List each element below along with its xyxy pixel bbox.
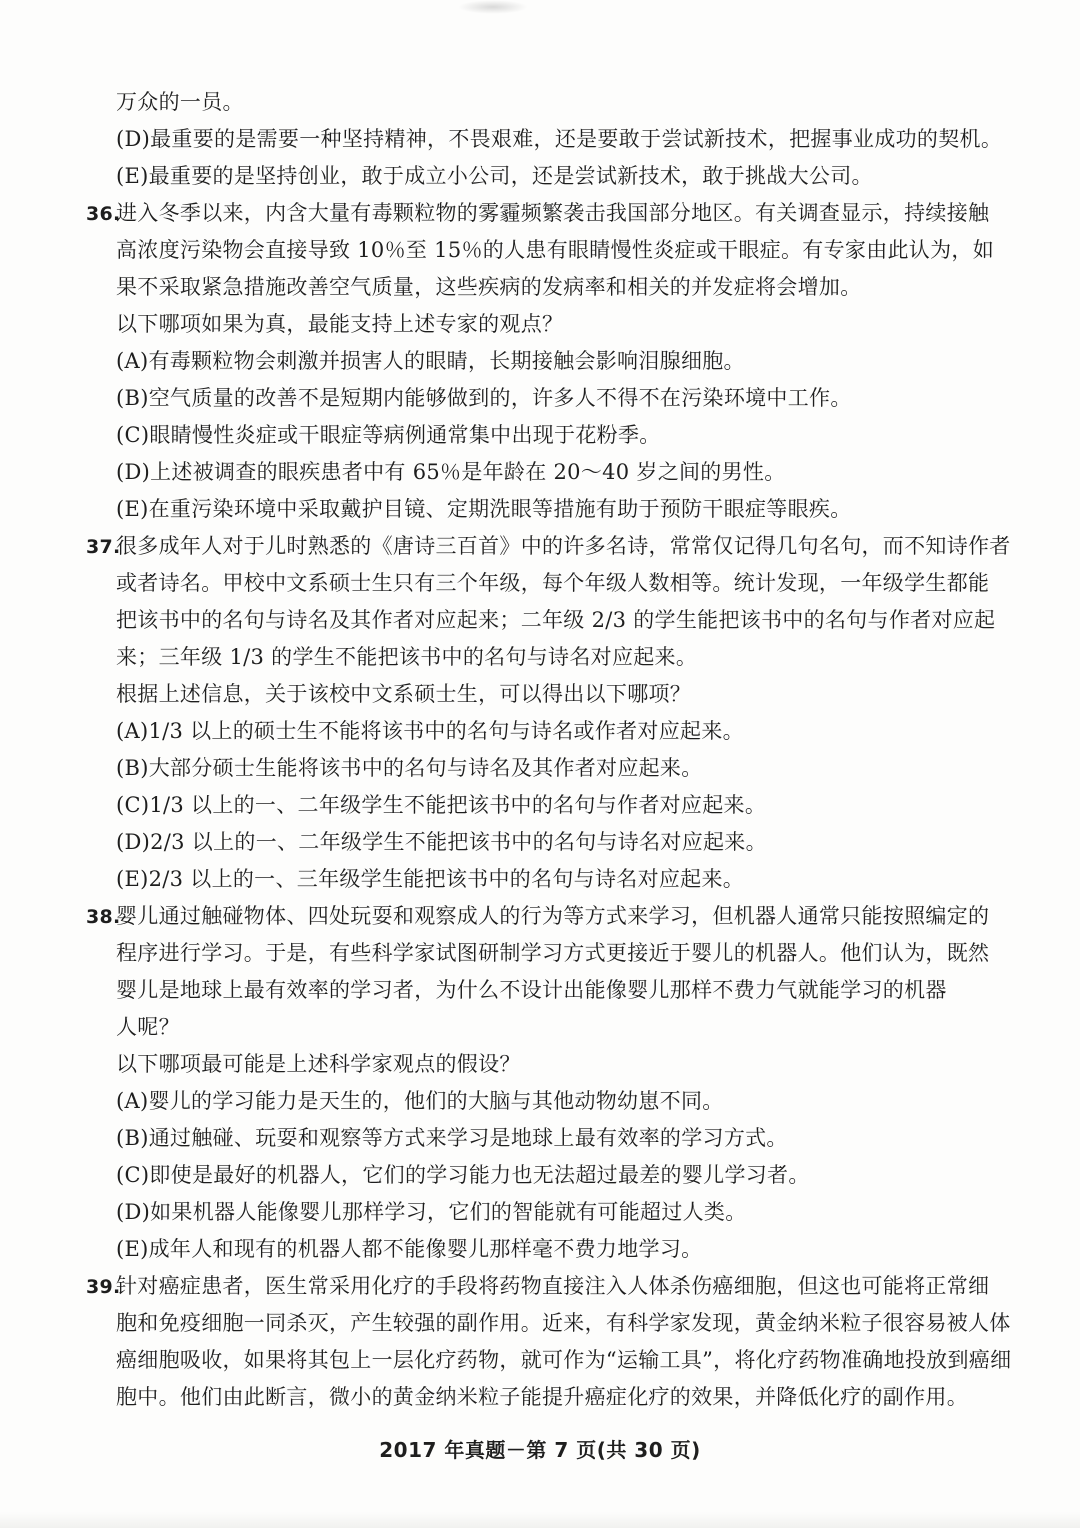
question-prompt: 以下哪项如果为真，最能支持上述专家的观点？ bbox=[116, 312, 564, 336]
option-b: (B)大部分硕士生能将该书中的名句与诗名及其作者对应起来。 bbox=[116, 756, 703, 780]
question-prompt: 根据上述信息，关于该校中文系硕士生，可以得出以下哪项？ bbox=[116, 682, 692, 706]
stem-line: 进入冬季以来，内含大量有毒颗粒物的雾霾频繁袭击我国部分地区。有关调查显示，持续接触 bbox=[116, 201, 990, 225]
stem-line: 或者诗名。甲校中文系硕士生只有三个年级，每个年级人数相等。统计发现，一年级学生都能 bbox=[116, 571, 990, 595]
question-38 bbox=[86, 898, 990, 1268]
option-c: (C)1/3 以上的一、二年级学生不能把该书中的名句与作者对应起来。 bbox=[116, 793, 767, 817]
stem-line: 胞和免疫细胞一同杀灭，产生较强的副作用。近来，有科学家发现，黄金纳米粒子很容易被人体 bbox=[116, 1311, 1011, 1335]
option-a: (A)婴儿的学习能力是天生的，他们的大脑与其他动物幼崽不同。 bbox=[116, 1089, 724, 1113]
question-36 bbox=[86, 195, 994, 528]
question-number: 38. bbox=[86, 906, 121, 928]
scan-bottom-edge bbox=[0, 1512, 1080, 1528]
question-39 bbox=[86, 1268, 1012, 1416]
question-prompt: 以下哪项最可能是上述科学家观点的假设？ bbox=[116, 1052, 521, 1076]
question-number: 37. bbox=[86, 536, 121, 558]
page-content bbox=[86, 84, 1012, 1416]
stem-line: 癌细胞吸收，如果将其包上一层化疗药物，就可作为“运输工具”，将化疗药物准确地投放到癌细 bbox=[116, 1348, 1012, 1372]
question-37 bbox=[86, 528, 1011, 898]
page-footer: 2017 年真题－第 7 页(共 30 页) bbox=[379, 1438, 701, 1462]
option-d: (D)如果机器人能像婴儿那样学习，它们的智能就有可能超过人类。 bbox=[116, 1200, 747, 1224]
stem-line: 果不采取紧急措施改善空气质量，这些疾病的发病率和相关的并发症将会增加。 bbox=[116, 275, 862, 299]
stem-line: 针对癌症患者，医生常采用化疗的手段将药物直接注入人体杀伤癌细胞，但这也可能将正常细 bbox=[116, 1274, 990, 1298]
stem-line: 很多成年人对于儿时熟悉的《唐诗三百首》中的许多名诗，常常仅记得几句名句，而不知诗作者 bbox=[116, 534, 1011, 558]
question-number: 39. bbox=[86, 1276, 121, 1298]
option-b: (B)通过触碰、玩耍和观察等方式来学习是地球上最有效率的学习方式。 bbox=[116, 1126, 788, 1150]
option-d: (D)最重要的是需要一种坚持精神，不畏艰难，还是要敢于尝试新技术，把握事业成功的契机。 bbox=[116, 127, 1003, 151]
option-b: (B)空气质量的改善不是短期内能够做到的，许多人不得不在污染环境中工作。 bbox=[116, 386, 852, 410]
stem-line: 把该书中的名句与诗名及其作者对应起来；二年级 2/3 的学生能把该书中的名句与作者对应起 bbox=[116, 608, 996, 632]
option-a: (A)有毒颗粒物会刺激并损害人的眼睛，长期接触会影响泪腺细胞。 bbox=[116, 349, 745, 373]
stem-line: 婴儿通过触碰物体、四处玩耍和观察成人的行为等方式来学习，但机器人通常只能按照编定的 bbox=[116, 904, 990, 928]
option-a: (A)1/3 以上的硕士生不能将该书中的名句与诗名或作者对应起来。 bbox=[116, 719, 744, 743]
stem-line: 来；三年级 1/3 的学生不能把该书中的名句与诗名对应起来。 bbox=[116, 645, 698, 669]
stem-line: 胞中。他们由此断言，微小的黄金纳米粒子能提升癌症化疗的效果，并降低化疗的副作用。 bbox=[116, 1385, 968, 1409]
option-e: (E)成年人和现有的机器人都不能像婴儿那样毫不费力地学习。 bbox=[116, 1237, 703, 1261]
option-e: (E)2/3 以上的一、三年级学生能把该书中的名句与诗名对应起来。 bbox=[116, 867, 745, 891]
option-c: (C)眼睛慢性炎症或干眼症等病例通常集中出现于花粉季。 bbox=[116, 423, 661, 447]
option-d: (D)上述被调查的眼疾患者中有 65％是年龄在 20～40 岁之间的男性。 bbox=[116, 460, 786, 484]
stem-line: 高浓度污染物会直接导致 10％至 15％的人患有眼睛慢性炎症或干眼症。有专家由此认为，如 bbox=[116, 238, 994, 262]
question-35-continuation bbox=[86, 84, 1003, 195]
option-e: (E)在重污染环境中采取戴护目镜、定期洗眼等措施有助于预防干眼症等眼疾。 bbox=[116, 497, 852, 521]
option-c: (C)即使是最好的机器人，它们的学习能力也无法超过最差的婴儿学习者。 bbox=[116, 1163, 810, 1187]
question-number: 36. bbox=[86, 203, 121, 225]
option-e: (E)最重要的是坚持创业，敢于成立小公司，还是尝试新技术，敢于挑战大公司。 bbox=[116, 164, 873, 188]
scan-smudge bbox=[458, 0, 528, 14]
stem-line: 人呢？ bbox=[116, 1015, 180, 1039]
stem-line: 万众的一员。 bbox=[116, 90, 244, 114]
stem-line: 婴儿是地球上最有效率的学习者，为什么不设计出能像婴儿那样不费力气就能学习的机器 bbox=[116, 978, 947, 1002]
option-d: (D)2/3 以上的一、二年级学生不能把该书中的名句与诗名对应起来。 bbox=[116, 830, 767, 854]
stem-line: 程序进行学习。于是，有些科学家试图研制学习方式更接近于婴儿的机器人。他们认为，既然 bbox=[116, 941, 990, 965]
